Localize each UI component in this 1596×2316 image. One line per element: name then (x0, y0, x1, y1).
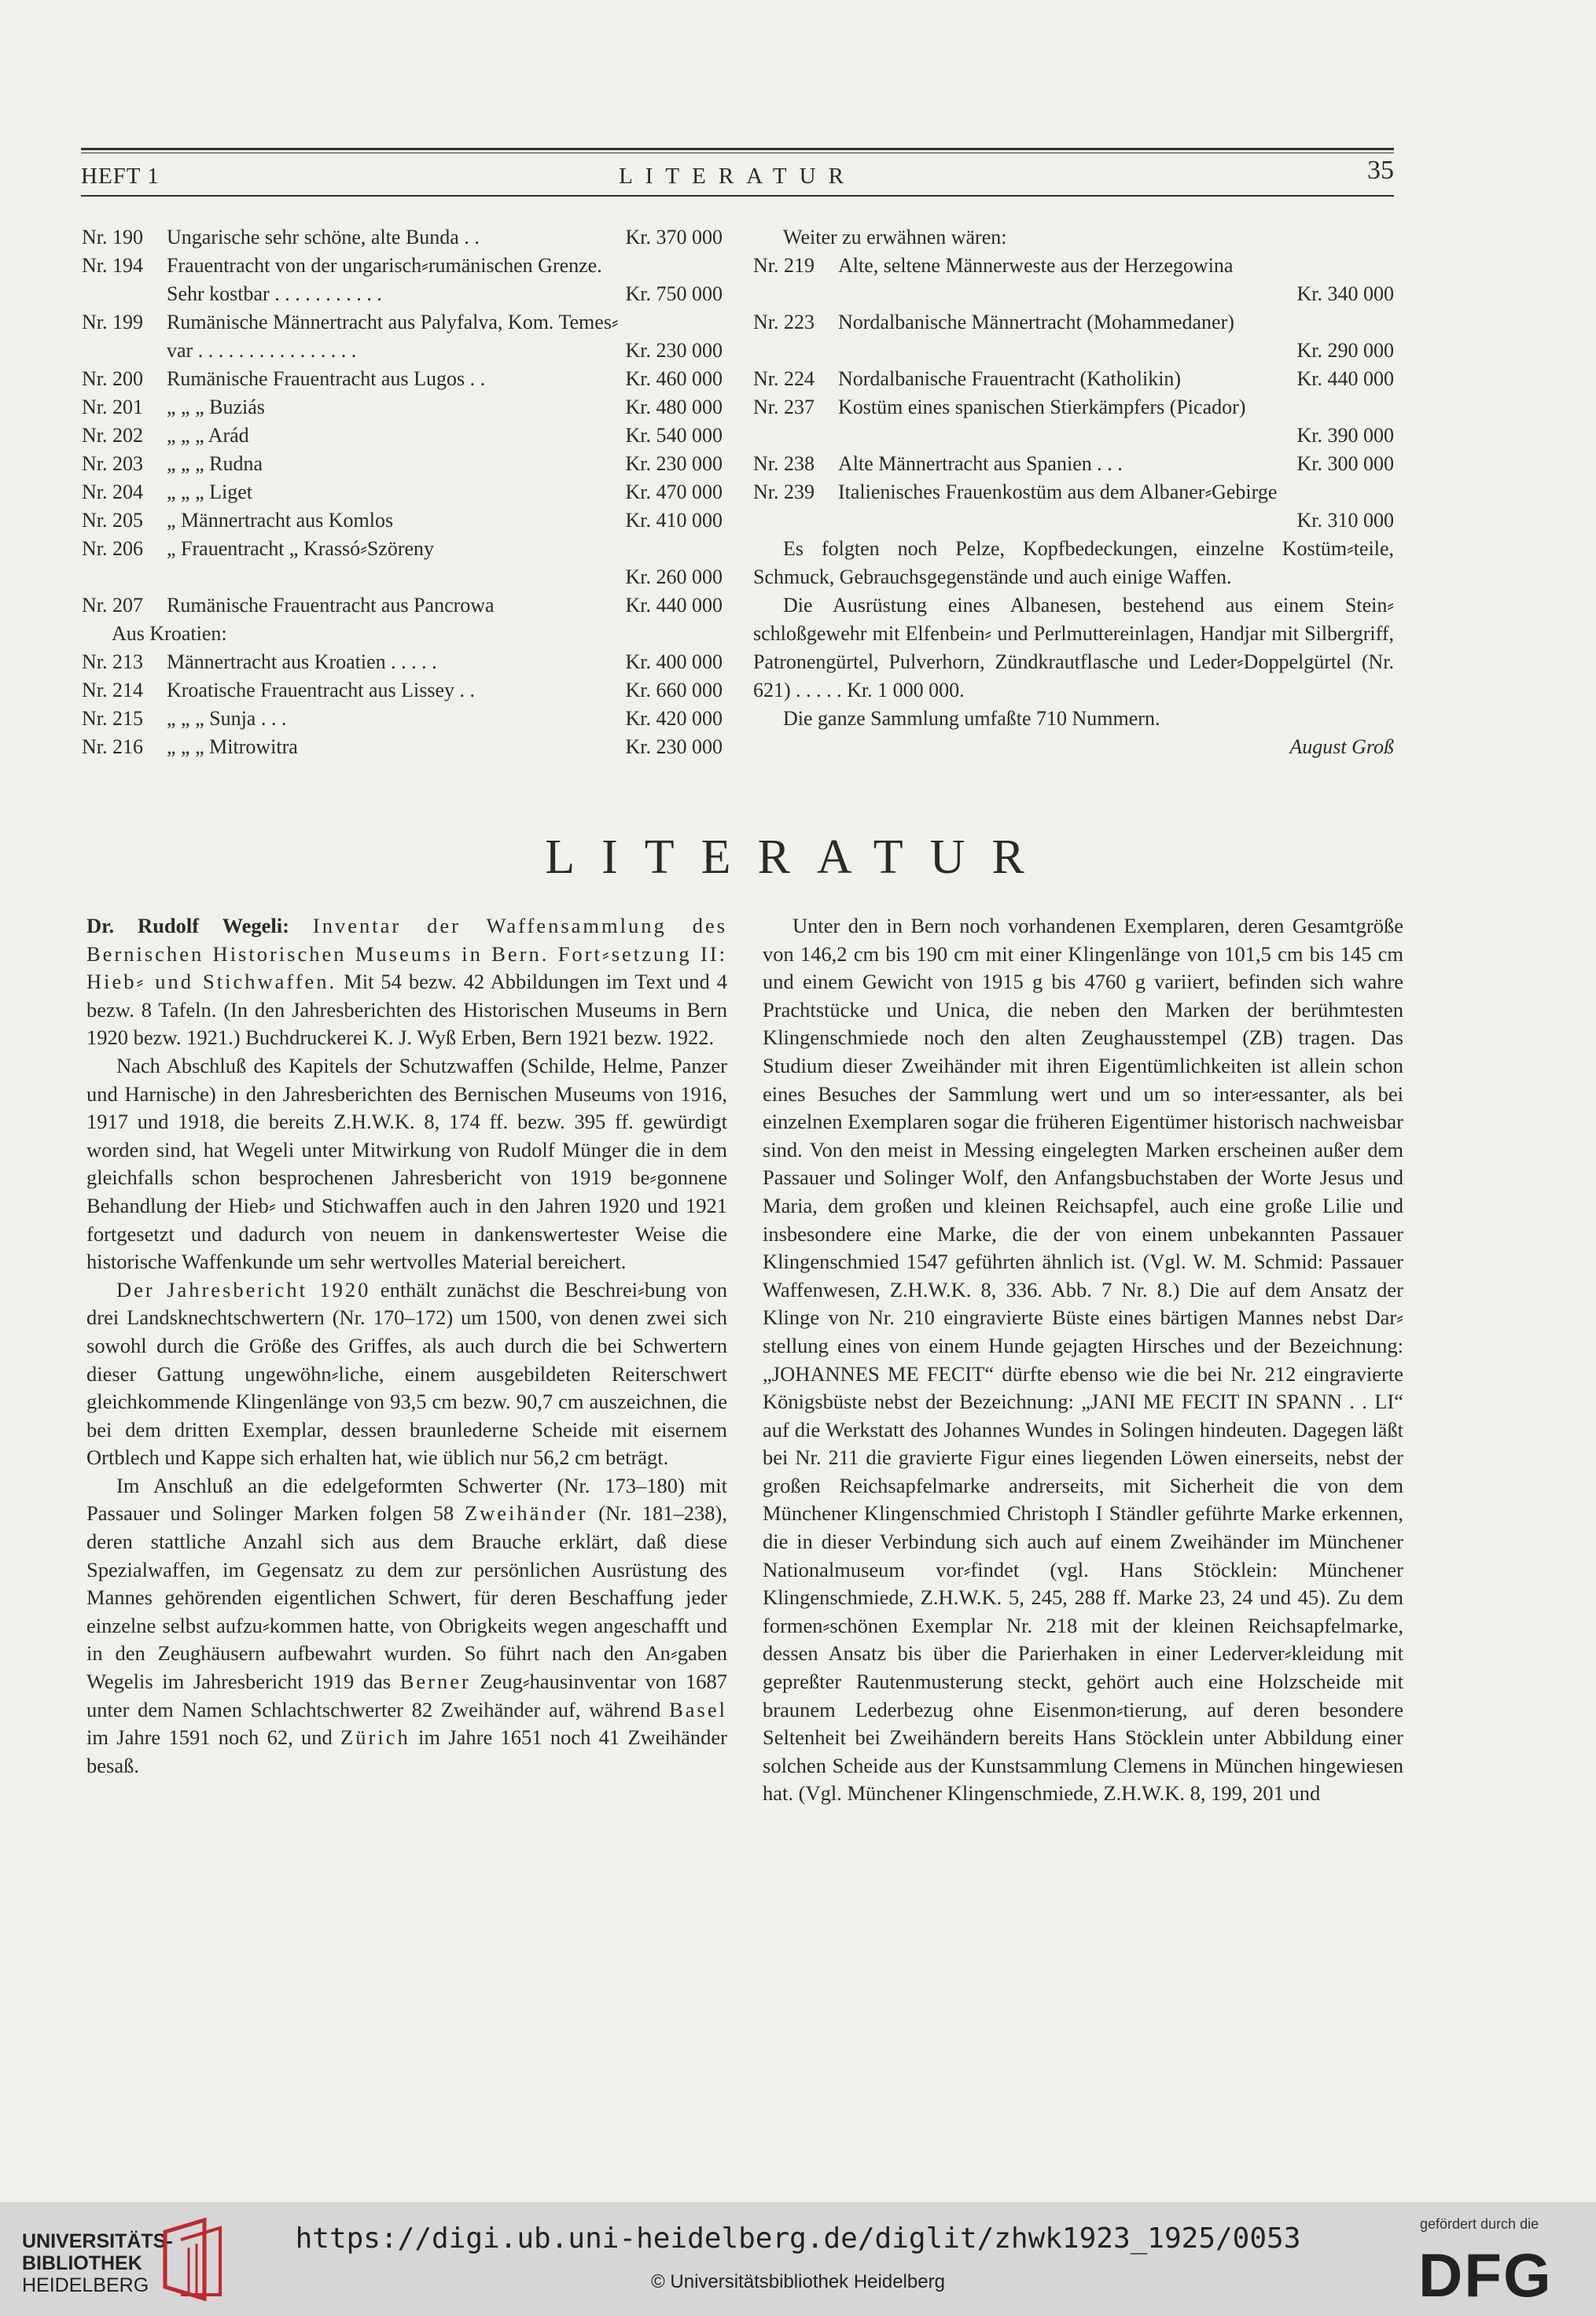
item-description: Sehr kostbar . . . . . . . . . . . (167, 282, 382, 305)
item-number: Nr. 190 (82, 226, 143, 249)
item-description: „ Männertracht aus Komlos (167, 509, 394, 532)
item-price: Kr. 310 000 (1296, 509, 1394, 532)
item-price: Kr. 400 000 (625, 650, 723, 673)
item-price: Kr. 420 000 (625, 707, 723, 730)
item-price: Kr. 480 000 (625, 396, 723, 418)
spaced-term: Berner (399, 1670, 471, 1694)
list-item (82, 620, 723, 648)
item-number: Nr. 206 (82, 537, 143, 560)
list-item (753, 478, 1394, 506)
item-description: „ „ „ Liget (167, 481, 252, 503)
list-item (82, 506, 723, 535)
running-title: LITERATUR (619, 164, 856, 189)
paragraph-albanian-equipment: Die Ausrüstung eines Albanesen, bestehend aus einem Stein⸗schloßgewehr mit Elfenbein⸗ und Perlmuttereinlagen, Handjar mit Silbergriff, Patronengürtel, Pulverhorn, Zündkrautflasche und Leder⸗Doppelgürtel (Nr. 621) . . . . . Kr. 1 000 000. (753, 594, 1394, 701)
list-item (82, 450, 723, 478)
list-item (753, 280, 1394, 308)
item-number: Nr. 213 (82, 650, 143, 673)
list-item (82, 308, 723, 337)
spaced-term: Zürich (340, 1725, 410, 1750)
header-rule-bottom (81, 195, 1394, 197)
item-description: Rumänische Frauentracht aus Lugos . . (167, 367, 486, 390)
list-item (753, 365, 1394, 393)
copyright-notice: © Universitätsbibliothek Heidelberg (651, 2271, 945, 2292)
list-item (82, 422, 723, 450)
text-segment: im Jahre 1651 noch 41 Zweihänder besaß. (86, 1725, 727, 1777)
item-price: Kr. 230 000 (625, 452, 723, 475)
running-header (81, 156, 1394, 192)
text-segment: (Nr. 181–238), deren stattliche Anzahl sich aus dem Brauche erklärt, daß diese Spezialwaffen, im Gegensatz zu dem zur persönlichen Ausrüstung des Mannes gehörenden eigentlichen Schwert, für deren Beschaffung jeder einzelne selbst aufzu⸗kommen hatte, von Obrigkeits wegen angeschafft und in den Zeughäusern aufbewahrt wurden. So führt nach den An⸗gaben Wegelis im Jahresbericht 1919 das (86, 1501, 727, 1694)
item-price: Kr. 660 000 (625, 679, 723, 701)
library-line: HEIDELBERG (22, 2274, 149, 2296)
entry-details: Mit 54 bezw. 42 Abbildungen im Text und 4 bezw. 8 Tafeln. (In den Jahresberichten des Historischen Museums in Bern 1920 bezw. 1921.) Buchdruckerei K. J. Wyß Erben, Bern 1921 bezw. 1922. (86, 970, 727, 1050)
list-item (82, 337, 723, 365)
item-description: Kostüm eines spanischen Stierkämpfers (Picador) (838, 396, 1246, 418)
item-number: Nr. 219 (753, 254, 815, 277)
costume-list-left (82, 223, 723, 761)
item-description: „ „ „ Mitrowitra (167, 735, 298, 758)
review-column-right (763, 912, 1403, 1808)
item-description: „ Frauentracht „ Krassó⸗Szöreny (167, 537, 435, 560)
item-price: Kr. 460 000 (625, 367, 723, 390)
item-number: Nr. 224 (753, 367, 815, 390)
list-item (82, 648, 723, 676)
spaced-term: Zweihänder (464, 1501, 588, 1526)
paragraph-intro: Nach Abschluß des Kapitels der Schutzwaffen (Schilde, Helme, Panzer und Harnische) in den Jahresberichten des Bernischen Museums von 1916, 1917 und 1918, die bereits Z.H.W.K. 8, 174 ff. bezw. 395 ff. gewürdigt worden sind, hat Wegeli unter Mitwirkung von Rudolf Münger die in dem gleichfalls schon besprochenen Jahresbericht von 1919 be⸗gonnene Behandlung der Hieb⸗ und Stichwaffen auch in den Jahren 1920 und 1921 fortgesetzt und dadurch von neuem in dankenswertester Weise die historische Waffenkunde um sehr wertvolles Material bereichert. (86, 1053, 727, 1274)
item-price: Kr. 230 000 (625, 339, 723, 362)
item-description: Kroatische Frauentracht aus Lissey . . (167, 679, 476, 701)
list-item (82, 365, 723, 393)
list-item (82, 535, 723, 563)
list-item (82, 478, 723, 506)
paragraph-furs: Es folgten noch Pelze, Kopfbedeckungen, einzelne Kostüm⸗teile, Schmuck, Gebrauchsgegenstände und auch einige Waffen. (753, 537, 1394, 588)
issue-label: HEFT 1 (81, 164, 160, 189)
item-number: Nr. 239 (753, 481, 815, 503)
item-description: Alte, seltene Männerweste aus der Herzegowina (838, 254, 1234, 277)
list-item (82, 705, 723, 733)
list-item (82, 676, 723, 705)
item-description: Rumänische Frauentracht aus Pancrowa (167, 594, 495, 617)
item-description: „ „ „ Buziás (167, 396, 265, 418)
item-description: Rumänische Männertracht aus Palyfalva, Kom. Temes⸗ (167, 311, 619, 333)
item-number: Nr. 200 (82, 367, 143, 390)
page-number: 35 (1367, 156, 1394, 185)
item-price: Kr. 440 000 (625, 594, 723, 617)
funder-caption: gefördert durch die (1420, 2216, 1539, 2232)
item-description: Alte Männertracht aus Spanien . . . (838, 452, 1123, 475)
list-item (82, 591, 723, 620)
item-number: Nr. 238 (753, 452, 815, 475)
list-item (753, 337, 1394, 365)
entry-author: Dr. Rudolf Wegeli: (86, 914, 289, 937)
item-description: Aus Kroatien: (112, 622, 227, 645)
item-price: Kr. 290 000 (1296, 339, 1394, 362)
header-rule-top (81, 148, 1394, 150)
text-segment: im Jahre 1591 noch 62, und (86, 1725, 341, 1750)
library-line: UNIVERSITÄTS- (22, 2230, 173, 2252)
paragraph-1920 (86, 1276, 727, 1472)
item-price: Kr. 390 000 (1296, 424, 1394, 447)
item-price: Kr. 370 000 (625, 226, 723, 249)
item-number: Nr. 214 (82, 679, 143, 701)
item-price: Kr. 470 000 (625, 481, 723, 503)
list-intro-row (753, 223, 1394, 252)
closing-paragraph (753, 535, 1394, 761)
item-price: Kr. 230 000 (625, 735, 723, 758)
item-price: Kr. 410 000 (625, 509, 723, 532)
item-description: „ „ „ Rudna (167, 452, 263, 475)
item-number: Nr. 202 (82, 424, 143, 447)
paragraph-exemplars: Unter den in Bern noch vorhandenen Exemplaren, deren Gesamtgröße von 146,2 cm bis 190 cm mit einer Klingenlänge von 101,5 cm bis 145 cm und einem Gewicht von 1915 g bis 4760 g variiert, befinden sich wahre Prachtstücke und Unica, die neben den Marken der berühmtesten Klingenschmiede noch den alten Zeughausstempel (ZB) tragen. Das Studium dieser Zweihänder mit ihren Eigentümlichkeiten ist allein schon eines Besuches der Sammlung wert und um so inter⸗essanter, als bei einzelnen Exemplaren sogar die früheren Eigentümer historisch nachweisbar sind. Von den meist in Messing eingelegten Marken erscheinen außer dem Passauer und Solinger Wolf, den Anfangsbuchstaben der Worte Jesus und Maria, dem großen und kleinen Reichsapfel, auch eine große Lilie und insbesondere eine Marke, die der von einem unbekannten Passauer Klingenschmied 1547 geführten ähnlich ist. (Vgl. W. M. Schmid: Passauer Waffenwesen, Z.H.W.K. 8, 336. Abb. 7 Nr. 8.) Die auf dem Ansatz der Klinge von Nr. 210 eingravierte Büste eines bärtigen Mannes nebst Dar⸗stellung eines von einem Hunde gejagten Hirsches und der Bezeichnung: „JOHANNES ME FECIT“ dürfte ebenso wie die bei Nr. 212 eingravierte Königsbüste nebst der Bezeichnung: „JANI ME FECIT IN SPANN . . LI“ auf die Werkstatt des Johannes Wundes in Solingen hindeuten. Dagegen läßt bei Nr. 211 die gravierte Figur eines liegenden Löwen einerseits, nebst der großen Reichsapfelmarke andrerseits, mit Sicherheit die von dem Münchener Klingenschmied Christoph I Ständler geführte Marke erkennen, die in dieser Verbindung sich auch auf einem Zweihänder im Münchener Nationalmuseum vor⸗findet (vgl. Hans Stöcklein: Münchener Klingenschmiede, Z.H.W.K. 5, 245, 288 ff. Marke 23, 24 und 45). Zu dem formen⸗schönen Exemplar Nr. 218 mit der kleinen Reichsapfelmarke, dessen Ansatz bis über die Parierhaken in einer Lederver⸗kleidung mit gepreßter Rautenmusterung steckt, gehört auch eine Holzscheide mit braunem Lederbezug ohne Eisenmon⸗tierung, auf deren besondere Seltenheit bei Zweihändern bereits Hans Stöcklein unter Abbildung einer solchen Scheide aus der Kunstsammlung Clemens in München hingewiesen hat. (Vgl. Münchener Klingenschmiede, Z.H.W.K. 8, 199, 201 und (763, 914, 1403, 1806)
item-number: Nr. 215 (82, 707, 143, 730)
text-segment: Zeug⸗hausinventar von 1687 unter dem Namen Schlachtschwerter 82 Zweihänder auf, während (86, 1670, 727, 1721)
text-segment: Im Anschluß an die edelgeformten Schwerter (Nr. 173–180) mit Passauer und Solinger Marken folgen 58 (86, 1473, 727, 1526)
item-number: Nr. 207 (82, 594, 143, 617)
item-description: var . . . . . . . . . . . . . . . . (167, 339, 357, 362)
item-price: Kr. 440 000 (1296, 367, 1394, 390)
item-price: Kr. 340 000 (1296, 282, 1394, 305)
item-price: Kr. 300 000 (1296, 452, 1394, 475)
bibliographic-entry (86, 912, 727, 1052)
list-item (753, 450, 1394, 478)
spaced-term: Der Jahresbericht 1920 (116, 1277, 371, 1302)
item-number: Nr. 216 (82, 735, 143, 758)
item-number: Nr. 223 (753, 311, 815, 333)
item-price: Kr. 750 000 (625, 282, 723, 305)
item-description: Männertracht aus Kroatien . . . . . (167, 650, 437, 673)
list-item (753, 308, 1394, 337)
item-description: Ungarische sehr schöne, alte Bunda . . (167, 226, 480, 249)
item-number: Nr. 205 (82, 509, 143, 532)
list-item (82, 223, 723, 252)
item-description: „ „ „ Sunja . . . (167, 707, 287, 730)
dfg-logo: DFG (1418, 2241, 1553, 2310)
list-intro: Weiter zu erwähnen wären: (783, 226, 1007, 249)
item-price: Kr. 260 000 (625, 565, 723, 588)
list-item (82, 393, 723, 422)
costume-list-right (753, 223, 1394, 761)
item-description: Frauentracht von der ungarisch⸗rumänischen Grenze. (167, 254, 602, 277)
item-number: Nr. 199 (82, 311, 143, 333)
list-item (753, 422, 1394, 450)
paragraph-1920-text: enthält zunächst die Beschrei⸗bung von drei Landsknechtschwertern (Nr. 170–172) um 1500, von denen zwei sich sowohl durch die Größe des Griffes, als auch durch die bei Schwertern dieser Gattung ungewöhn⸗liche, einem ausgebildeten Reiterschwert gleichkommende Klingenlänge von 93,5 cm bezw. 90,7 cm auszeichnen, die bei dem dritten Exemplar, dessen braunlederne Scheide mit eisernem Ortblech und Kappe sich erhalten hat, wie üblich nur 56,2 cm beträgt. (86, 1277, 727, 1470)
item-description: Nordalbanische Männertracht (Mohammedaner) (838, 311, 1234, 333)
item-number: Nr. 203 (82, 452, 143, 475)
item-description: „ „ „ Arád (167, 424, 249, 447)
list-item (82, 563, 723, 591)
item-number: Nr. 194 (82, 254, 143, 277)
item-number: Nr. 201 (82, 396, 143, 418)
spaced-term: Basel (669, 1697, 727, 1721)
footer-bar (0, 2202, 1596, 2316)
item-description: Nordalbanische Frauentracht (Katholikin) (838, 367, 1182, 390)
list-item (82, 733, 723, 761)
paragraph-zweihaender (86, 1472, 727, 1780)
item-number: Nr. 204 (82, 481, 143, 503)
entry-title: Inventar der Waffensammlung des Bernischen Historischen Museums in Bern. Fort⸗setzung II: Hieb⸗ und Stichwaffen. (86, 914, 728, 994)
list-item (82, 252, 723, 280)
item-number: Nr. 237 (753, 396, 815, 418)
list-item (753, 393, 1394, 422)
review-column-left (86, 912, 727, 1780)
permalink[interactable]: https://digi.ub.uni-heidelberg.de/diglit/zhwk1923_1925/0053 (295, 2222, 1301, 2255)
section-title: LITERATUR (545, 830, 1051, 884)
item-description: Italienisches Frauenkostüm aus dem Albaner⸗Gebirge (838, 481, 1278, 503)
list-item (753, 252, 1394, 280)
paragraph-total: Die ganze Sammlung umfaßte 710 Nummern. (783, 707, 1160, 730)
list-item (753, 506, 1394, 535)
item-price: Kr. 540 000 (625, 424, 723, 447)
signature: August Groß (1289, 735, 1394, 758)
library-line: BIBLIOTHEK (22, 2252, 142, 2274)
list-item (82, 280, 723, 308)
